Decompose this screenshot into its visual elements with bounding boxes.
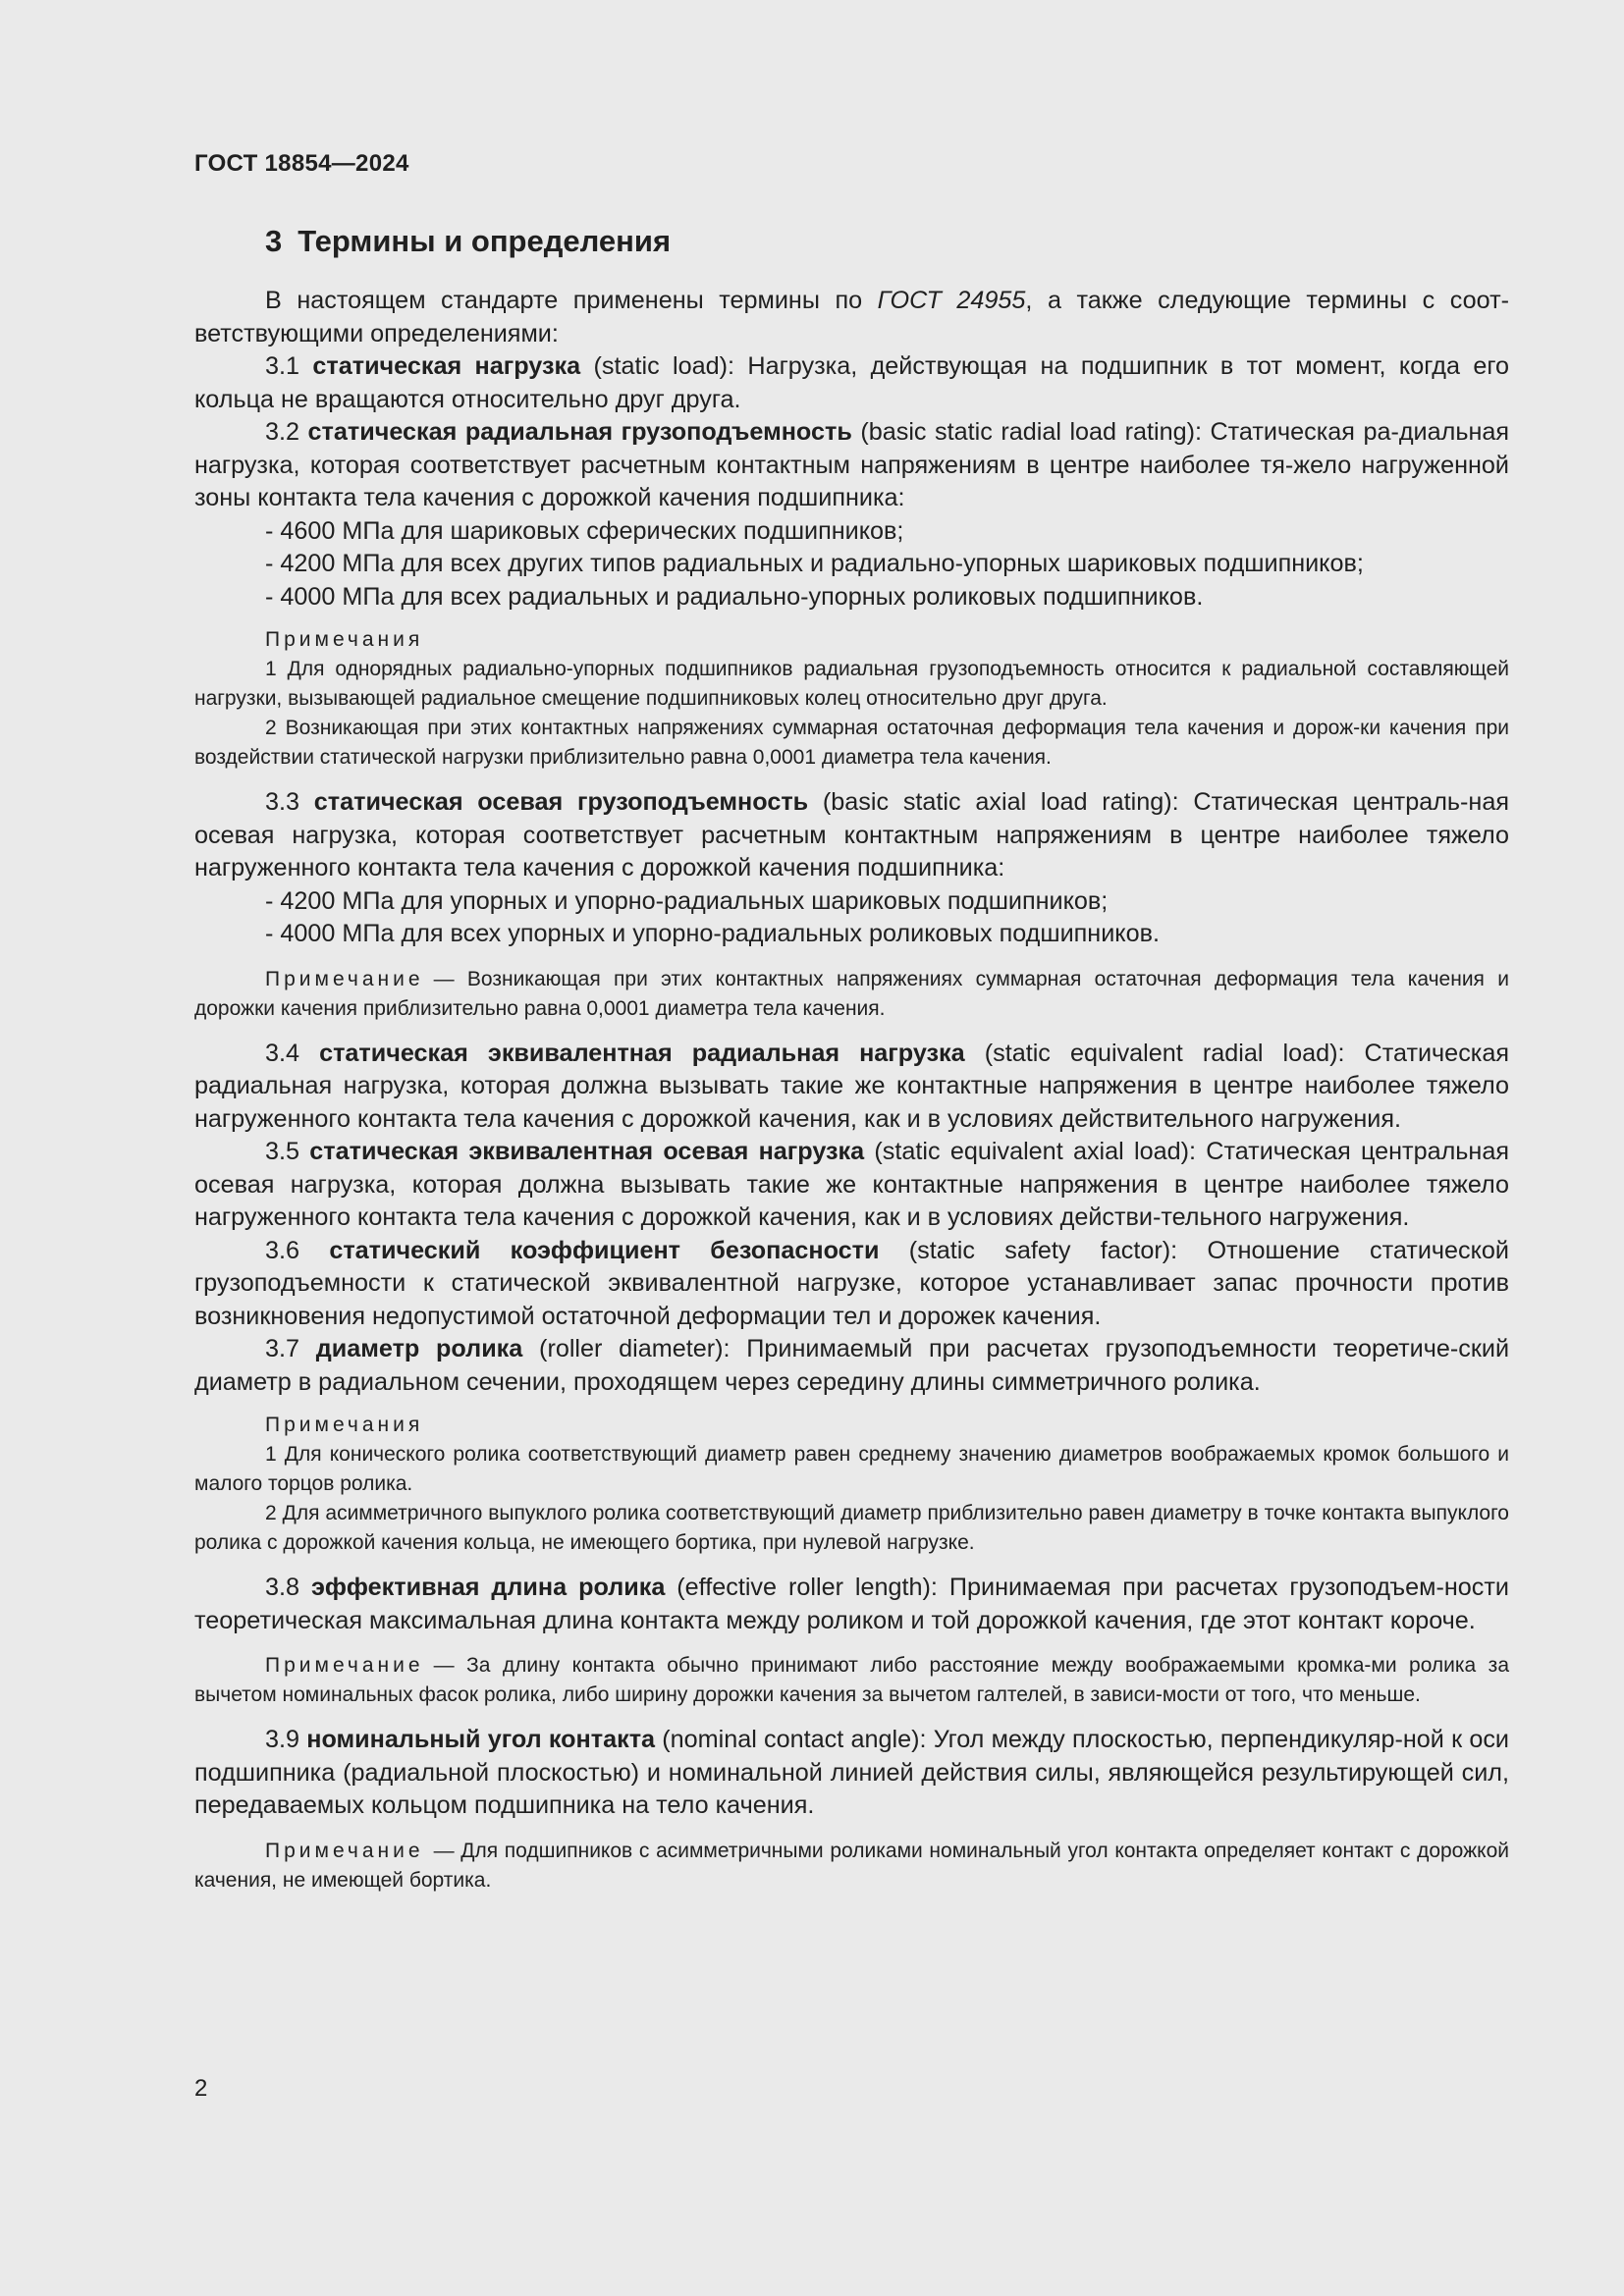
note-label: Примечание bbox=[265, 967, 424, 990]
note-item: Примечание — Возникающая при этих контактных напряжениях суммарная остаточная деформация тела качения и дорожки качения приблизительно равна 0,0001 диаметра тела качения. bbox=[194, 967, 1509, 1020]
term-name: статическая осевая грузоподъемность bbox=[313, 788, 809, 816]
term-name: статическая радиальная грузоподъемность bbox=[307, 418, 852, 446]
term-name: статический коэффициент безопасности bbox=[329, 1236, 880, 1264]
terms-body bbox=[194, 285, 1509, 1896]
term-3-6: 3.6 статический коэффициент безопасности (static safety factor): Отношение статической грузоподъемности к статической эквивалентной нагрузке, которое устанавливает запас прочности против возникновения недопустимой остаточной деформации тел и дорожек качения. bbox=[194, 1236, 1509, 1330]
term-3-4: 3.4 статическая эквивалентная радиальная нагрузка (static equivalent radial load): Статическая радиальная нагрузка, которая должна вызывать такие же контактные напряжения в центре наиболее тяжело нагруженного контакта тела качения с дорожкой качения, как и в условиях действительного нагружения. bbox=[194, 1039, 1510, 1133]
note-item: Примечание — За длину контакта обычно принимают либо расстояние между воображаемыми кромка-ми ролика за вычетом номинальных фасок ролика, либо ширину дорожки качения за вычетом галтелей, в зависи-мости от того, что меньше. bbox=[194, 1654, 1509, 1706]
section-title: Термины и определения bbox=[298, 224, 672, 258]
note-item: 1 Для конического ролика соответствующий диаметр равен среднему значению диаметров воображаемых кромок большого и малого торцов ролика. bbox=[194, 1443, 1509, 1495]
term-name: статическая эквивалентная осевая нагрузка bbox=[309, 1138, 865, 1165]
list-item: - 4000 МПа для всех радиальных и радиально-упорных роликовых подшипников. bbox=[265, 582, 1204, 611]
note-item: 1 Для однорядных радиально-упорных подшипников радиальная грузоподъемность относится к радиальной составляющей нагрузки, вызывающей радиальное смещение подшипниковых колец относительно друг друга. bbox=[194, 658, 1509, 710]
term-3-9: 3.9 номинальный угол контакта (nominal contact angle): Угол между плоскостью, перпендикуляр-ной к оси подшипника (радиальной плоскостью) и номинальной линией действия силы, являющейся результирующей сил, передаваемых кольцом подшипника на тело качения. bbox=[194, 1726, 1509, 1819]
term-name: номинальный угол контакта bbox=[306, 1726, 656, 1753]
term-3-5: 3.5 статическая эквивалентная осевая нагрузка (static equivalent axial load): Статическая центральная осевая нагрузка, которая должна вызывать такие же контактные напряжения в центре наиболее тяжело нагруженного контакта тела качения с дорожкой качения, как и в условиях действи-тельного нагружения. bbox=[194, 1138, 1509, 1231]
list-item: - 4200 МПа для всех других типов радиальных и радиально-упорных шариковых подшипников; bbox=[265, 550, 1364, 577]
term-name: статическая нагрузка bbox=[312, 352, 581, 380]
notes-heading: Примечания bbox=[265, 1414, 424, 1436]
section-number: 3 bbox=[265, 224, 283, 258]
list-item: - 4200 МПа для упорных и упорно-радиальных шариковых подшипников; bbox=[265, 886, 1109, 915]
note-label: Примечание bbox=[265, 1839, 424, 1862]
note-item: Примечание — Для подшипников с асимметричными роликами номинальный угол контакта определяет контакт с дорожкой качения, не имеющей бортика. bbox=[194, 1839, 1509, 1892]
term-name: статическая эквивалентная радиальная нагрузка bbox=[319, 1039, 965, 1067]
note-item: 2 Для асимметричного выпуклого ролика соответствующий диаметр приблизительно равен диаметру в точке контакта выпуклого ролика с дорожкой качения кольца, не имеющего бортика, при нулевой нагрузке. bbox=[194, 1502, 1509, 1554]
term-3-1: 3.1 статическая нагрузка (static load): Нагрузка, действующая на подшипник в тот момент, когда его кольца не вращаются относительно друг друга. bbox=[194, 352, 1509, 413]
list-item: - 4600 МПа для шариковых сферических подшипников; bbox=[265, 516, 904, 545]
list-item: - 4000 МПа для всех упорных и упорно-радиальных роликовых подшипников. bbox=[265, 920, 1160, 947]
standard-designation: ГОСТ 18854—2024 bbox=[194, 150, 409, 177]
term-3-2: 3.2 статическая радиальная грузоподъемность (basic static radial load rating): Статическая ра-диальная нагрузка, которая соответствует расчетным контактным напряжениям в центре наиболее тя-жело нагруженной зоны контакта тела качения с дорожкой качения подшипника: bbox=[194, 418, 1509, 511]
note-item: 2 Возникающая при этих контактных напряжениях суммарная остаточная деформация тела качения и дорож-ки качения при воздействии статической нагрузки приблизительно равна 0,0001 диаметра тела качения. bbox=[194, 717, 1509, 769]
intro-paragraph: В настоящем стандарте применены термины по ГОСТ 24955, а также следующие термины с соот-ветствующими определениями: bbox=[194, 287, 1510, 347]
term-name: диаметр ролика bbox=[315, 1335, 523, 1362]
term-3-7: 3.7 диаметр ролика (roller diameter): Принимаемый при расчетах грузоподъемности теоретиче-ский диаметр в радиальном сечении, проходящем через середину длины симметричного ролика. bbox=[194, 1335, 1510, 1396]
term-3-8: 3.8 эффективная длина ролика (effective roller length): Принимаемая при расчетах грузоподъем-ности теоретическая максимальная длина контакта между роликом и той дорожкой качения, где этот контакт короче. bbox=[194, 1574, 1509, 1634]
note-label: Примечание bbox=[265, 1654, 424, 1677]
page-number: 2 bbox=[194, 2075, 208, 2102]
term-name: эффективная длина ролика bbox=[310, 1574, 666, 1601]
standard-reference: ГОСТ 24955 bbox=[877, 287, 1026, 314]
term-3-3: 3.3 статическая осевая грузоподъемность (basic static axial load rating): Статическая централь-ная осевая нагрузка, которая соответствует расчетным контактным напряжениям в центре наиболее тяжело нагруженного контакта тела качения с дорожкой качения подшипника: bbox=[194, 788, 1509, 881]
notes-heading: Примечания bbox=[265, 628, 424, 651]
section-heading bbox=[265, 224, 671, 259]
